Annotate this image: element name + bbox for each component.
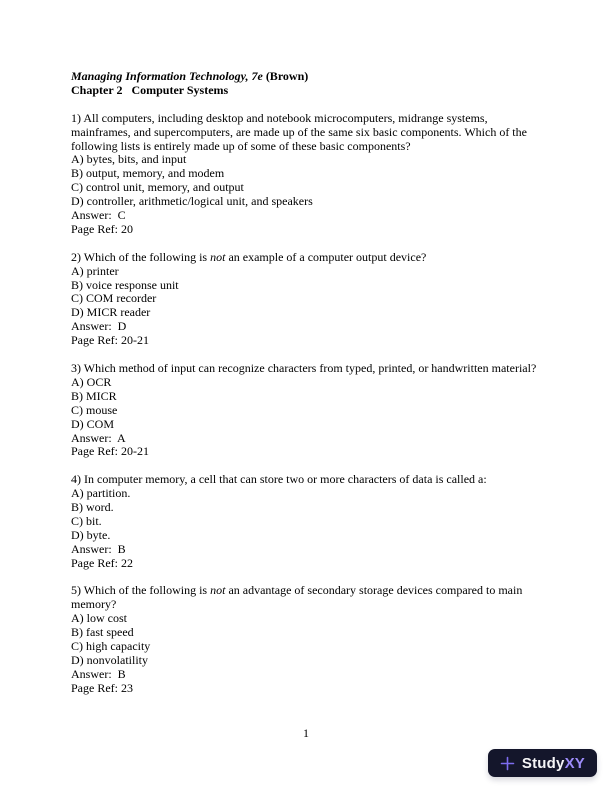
question-text-line <box>71 473 582 487</box>
question-text: mainframes, and supercomputers, are made up of the same six basic components. Which of the <box>71 124 527 139</box>
question-text: an advantage of secondary storage devices compared to main <box>225 583 523 598</box>
document-header <box>71 70 582 98</box>
page-ref-value: 20-21 <box>121 333 149 348</box>
question-text: 1) All computers, including desktop and notebook microcomputers, midrange systems, <box>71 110 488 125</box>
choice-line: D) byte. <box>71 527 111 542</box>
choice-line: B) MICR <box>71 388 117 403</box>
choice-line: A) printer <box>71 263 119 278</box>
answer-value: D <box>117 319 127 334</box>
brand-xy: XY <box>564 754 585 772</box>
question-text: following lists is entirely made up of some of these basic components? <box>71 138 411 153</box>
question-text-line <box>71 598 582 612</box>
question-block <box>71 362 582 459</box>
answer-line <box>71 209 582 223</box>
choice-line: C) mouse <box>71 402 118 417</box>
answer-line <box>71 668 582 682</box>
brand-text <box>522 755 585 772</box>
question-text: 5) Which of the following is <box>71 583 211 598</box>
question-text-emphasis: not <box>210 249 226 264</box>
question-block <box>71 473 582 570</box>
choice-line: D) MICR reader <box>71 305 151 320</box>
page-number: 1 <box>303 726 309 740</box>
answer-line <box>71 320 582 334</box>
question-text-line <box>71 126 582 140</box>
choice-line: A) low cost <box>71 611 127 626</box>
choice-line: C) COM recorder <box>71 291 157 306</box>
page-ref-label: Page Ref: <box>71 444 118 459</box>
answer-label: Answer: <box>71 541 112 556</box>
answer-value: B <box>117 666 126 681</box>
answer-label: Answer: <box>71 666 112 681</box>
page-ref-line <box>71 334 582 348</box>
choice-line: D) controller, arithmetic/logical unit, and speakers <box>71 194 313 209</box>
question-text-line <box>71 362 582 376</box>
answer-value: C <box>117 208 126 223</box>
question-text-line <box>71 584 582 598</box>
chapter-heading: Chapter 2 Computer Systems <box>71 82 229 97</box>
answer-value: B <box>117 541 126 556</box>
choice-line: D) nonvolatility <box>71 652 148 667</box>
questions-container <box>71 112 582 696</box>
choice-line: A) bytes, bits, and input <box>71 152 187 167</box>
choice-line: C) bit. <box>71 513 102 528</box>
question-text: 4) In computer memory, a cell that can store two or more characters of data is called a: <box>71 472 487 487</box>
question-text-line <box>71 251 582 265</box>
plus-icon <box>500 756 515 771</box>
choice-line: B) voice response unit <box>71 277 179 292</box>
question-block <box>71 112 582 237</box>
question-text-emphasis: not <box>210 583 226 598</box>
page-ref-line <box>71 223 582 237</box>
choice-line: B) output, memory, and modem <box>71 166 225 181</box>
answer-label: Answer: <box>71 430 112 445</box>
page-ref-label: Page Ref: <box>71 333 118 348</box>
book-title: Managing Information Technology, 7e <box>71 69 263 83</box>
choice-line: B) fast speed <box>71 625 134 640</box>
studyxy-badge[interactable] <box>488 749 597 777</box>
page-content <box>71 70 582 696</box>
page-ref-line <box>71 557 582 571</box>
question-text: memory? <box>71 597 117 612</box>
page-ref-value: 20-21 <box>121 444 149 459</box>
choice-line: B) word. <box>71 500 114 515</box>
page-ref-label: Page Ref: <box>71 221 118 236</box>
brand-study: Study <box>521 754 565 772</box>
question-block <box>71 584 582 695</box>
page-ref-value: 22 <box>121 555 133 570</box>
answer-line <box>71 543 582 557</box>
question-block <box>71 251 582 348</box>
page-ref-value: 20 <box>121 221 133 236</box>
answer-label: Answer: <box>71 319 112 334</box>
page-ref-line <box>71 445 582 459</box>
page-ref-value: 23 <box>121 680 133 695</box>
book-author: (Brown) <box>262 69 309 83</box>
page-ref-label: Page Ref: <box>71 680 118 695</box>
question-text-line <box>71 140 582 154</box>
question-text: 3) Which method of input can recognize characters from typed, printed, or handwritten material? <box>71 360 537 375</box>
page-ref-line <box>71 682 582 696</box>
choice-line: A) partition. <box>71 486 131 501</box>
question-text: 2) Which of the following is <box>71 249 211 264</box>
answer-label: Answer: <box>71 208 112 223</box>
page-ref-label: Page Ref: <box>71 555 118 570</box>
answer-value: A <box>117 430 126 445</box>
choice-line: D) COM <box>71 416 115 431</box>
choice-line: A) OCR <box>71 374 112 389</box>
answer-line <box>71 432 582 446</box>
book-title-line <box>71 70 582 84</box>
choice-line: C) control unit, memory, and output <box>71 180 244 195</box>
question-text-line <box>71 112 582 126</box>
choice-line: C) high capacity <box>71 639 151 654</box>
question-text: an example of a computer output device? <box>225 249 427 264</box>
